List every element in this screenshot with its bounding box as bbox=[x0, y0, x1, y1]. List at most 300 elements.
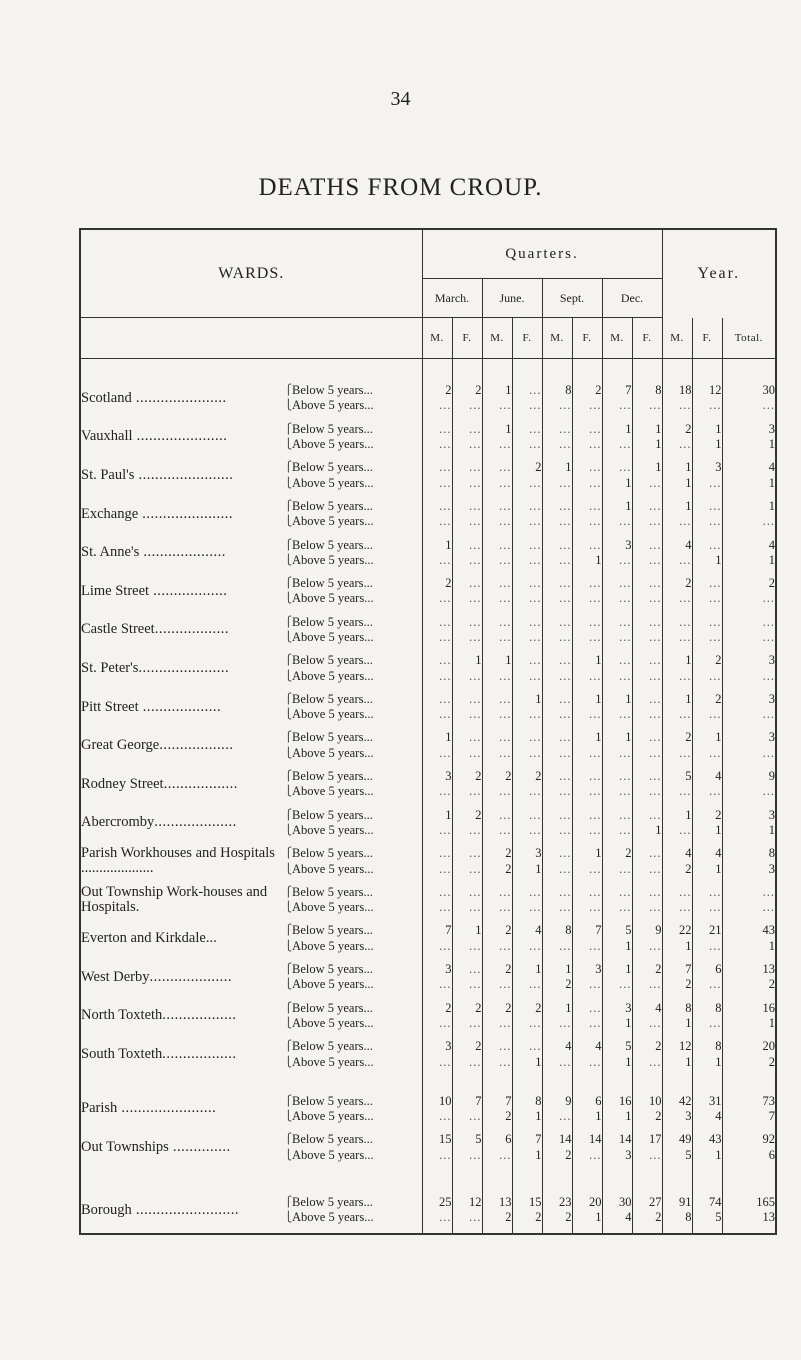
age-group-label: Above 5 years... bbox=[292, 861, 374, 876]
count-cell: 1 bbox=[692, 861, 722, 876]
age-group-label: Above 5 years... bbox=[292, 1147, 374, 1162]
count-cell: ... bbox=[452, 1148, 482, 1163]
ward-leader-dots: ....................... bbox=[134, 466, 234, 483]
ward-leader-dots: ...................... bbox=[138, 659, 230, 676]
spacer-row bbox=[80, 800, 776, 808]
ward-name-text: Pitt Street bbox=[81, 698, 139, 715]
spacer-row bbox=[80, 1163, 776, 1171]
count-cell: 1 bbox=[512, 1054, 542, 1069]
brace-glyph: ⎧ bbox=[284, 578, 292, 590]
count-cell: ... bbox=[512, 591, 542, 606]
ward-name-text: West Derby bbox=[81, 968, 150, 985]
count-cell: ... bbox=[512, 475, 542, 490]
count-cell: ... bbox=[452, 668, 482, 683]
brace-glyph: ⎩ bbox=[284, 477, 292, 489]
count-cell: 2 bbox=[662, 576, 692, 591]
ward-name bbox=[80, 1001, 280, 1032]
croup-deaths-table-container bbox=[79, 228, 776, 1235]
count-cell: ... bbox=[422, 784, 452, 799]
count-cell: ... bbox=[692, 977, 722, 992]
count-cell: ... bbox=[512, 630, 542, 645]
count-cell: 5 bbox=[602, 923, 632, 938]
count-cell: ... bbox=[452, 846, 482, 861]
count-cell: ... bbox=[482, 630, 512, 645]
brace-glyph: ⎧ bbox=[284, 1197, 292, 1209]
count-cell: ... bbox=[482, 730, 512, 745]
count-cell: ... bbox=[422, 398, 452, 413]
count-cell: 12 bbox=[692, 383, 722, 398]
brace-glyph: ⎩ bbox=[284, 1212, 292, 1224]
count-cell: ... bbox=[572, 630, 602, 645]
count-cell: 1 bbox=[662, 475, 692, 490]
count-cell: ... bbox=[422, 553, 452, 568]
count-cell: ... bbox=[422, 460, 452, 475]
count-cell: ... bbox=[542, 769, 572, 784]
count-cell: ... bbox=[632, 1054, 662, 1069]
year-m-header: M. bbox=[662, 318, 692, 359]
count-cell: ... bbox=[722, 630, 776, 645]
ward-name-text: Rodney Street bbox=[81, 775, 164, 792]
count-cell: ... bbox=[512, 668, 542, 683]
count-cell: ... bbox=[452, 707, 482, 722]
ward-leader-dots: ...................... bbox=[132, 428, 228, 445]
table-body bbox=[80, 359, 776, 1235]
count-cell: 3 bbox=[422, 769, 452, 784]
count-cell: 15 bbox=[422, 1132, 452, 1147]
count-cell: ... bbox=[632, 653, 662, 668]
age-group-label: Below 5 years... bbox=[292, 653, 373, 668]
count-cell: 7 bbox=[422, 923, 452, 938]
count-cell: ... bbox=[602, 460, 632, 475]
ward-name bbox=[80, 885, 280, 916]
count-cell: ... bbox=[632, 630, 662, 645]
march-header: March. bbox=[422, 279, 482, 318]
count-cell: ... bbox=[422, 514, 452, 529]
count-cell: 1 bbox=[602, 422, 632, 437]
count-cell: ... bbox=[602, 437, 632, 452]
spacer-row bbox=[80, 359, 776, 384]
count-cell: ... bbox=[632, 576, 662, 591]
age-group-label: Below 5 years... bbox=[292, 769, 373, 784]
count-cell: ... bbox=[482, 398, 512, 413]
count-cell: 2 bbox=[482, 1001, 512, 1016]
age-group-label: Below 5 years... bbox=[292, 460, 373, 475]
count-cell: ... bbox=[422, 846, 452, 861]
age-group-label: Above 5 years... bbox=[292, 398, 374, 413]
table-row bbox=[80, 460, 776, 475]
table-row bbox=[80, 1132, 776, 1147]
count-cell: ... bbox=[422, 861, 452, 876]
count-cell: 1 bbox=[572, 730, 602, 745]
age-group-label: Below 5 years... bbox=[292, 962, 373, 977]
table-row bbox=[80, 422, 776, 437]
count-cell: 16 bbox=[722, 1001, 776, 1016]
count-cell: ... bbox=[512, 939, 542, 954]
spacer-row bbox=[80, 645, 776, 653]
count-cell: ... bbox=[542, 730, 572, 745]
ward-leader-dots: .................. bbox=[149, 582, 228, 599]
age-group-label: Below 5 years... bbox=[292, 884, 373, 899]
count-cell: 1 bbox=[662, 653, 692, 668]
count-cell: ... bbox=[452, 591, 482, 606]
count-cell: 1 bbox=[482, 422, 512, 437]
count-cell: 1 bbox=[602, 1054, 632, 1069]
count-cell: 2 bbox=[482, 846, 512, 861]
count-cell: ... bbox=[632, 846, 662, 861]
count-cell: 7 bbox=[452, 1094, 482, 1109]
count-cell: 8 bbox=[512, 1094, 542, 1109]
count-cell: ... bbox=[602, 514, 632, 529]
count-cell: 1 bbox=[542, 460, 572, 475]
count-cell: ... bbox=[422, 1054, 452, 1069]
count-cell: 3 bbox=[602, 537, 632, 552]
count-cell: 2 bbox=[662, 977, 692, 992]
count-cell: ... bbox=[422, 499, 452, 514]
count-cell: 3 bbox=[602, 1148, 632, 1163]
count-cell: 4 bbox=[662, 537, 692, 552]
brace-glyph: ⎩ bbox=[284, 439, 292, 451]
count-cell: ... bbox=[542, 823, 572, 838]
count-cell: 1 bbox=[512, 861, 542, 876]
count-cell: 2 bbox=[722, 977, 776, 992]
count-cell: 1 bbox=[722, 475, 776, 490]
count-cell: ... bbox=[452, 553, 482, 568]
count-cell: ... bbox=[482, 784, 512, 799]
count-cell: 2 bbox=[482, 1210, 512, 1225]
age-group-label: Below 5 years... bbox=[292, 1195, 373, 1210]
count-cell: ... bbox=[692, 746, 722, 761]
count-cell: ... bbox=[452, 630, 482, 645]
ward-name-text: Scotland bbox=[81, 389, 132, 406]
age-group-label: Above 5 years... bbox=[292, 938, 374, 953]
count-cell: 4 bbox=[542, 1039, 572, 1054]
count-cell: ... bbox=[482, 1016, 512, 1031]
count-cell: ... bbox=[632, 861, 662, 876]
count-cell: ... bbox=[542, 514, 572, 529]
count-cell: ... bbox=[422, 885, 452, 900]
count-cell: 1 bbox=[692, 437, 722, 452]
count-cell: ... bbox=[602, 746, 632, 761]
count-cell: 1 bbox=[482, 383, 512, 398]
count-cell: 2 bbox=[422, 576, 452, 591]
count-cell: 2 bbox=[722, 576, 776, 591]
brace-glyph: ⎩ bbox=[284, 1149, 292, 1161]
count-cell: ... bbox=[512, 823, 542, 838]
count-cell: ... bbox=[422, 1210, 452, 1225]
ward-name bbox=[80, 962, 280, 993]
count-cell: 27 bbox=[632, 1195, 662, 1210]
count-cell: 2 bbox=[482, 923, 512, 938]
count-cell: ... bbox=[452, 784, 482, 799]
count-cell: 1 bbox=[602, 1016, 632, 1031]
count-cell: 4 bbox=[692, 846, 722, 861]
age-group-label: Above 5 years... bbox=[292, 977, 374, 992]
count-cell: ... bbox=[692, 885, 722, 900]
count-cell: 2 bbox=[512, 1001, 542, 1016]
count-cell: ... bbox=[482, 885, 512, 900]
croup-deaths-table bbox=[79, 228, 777, 1235]
ward-leader-dots: .................. bbox=[162, 1007, 237, 1024]
count-cell: 1 bbox=[692, 730, 722, 745]
count-cell: ... bbox=[632, 475, 662, 490]
count-cell: ... bbox=[422, 900, 452, 915]
count-cell: ... bbox=[692, 630, 722, 645]
count-cell: ... bbox=[602, 615, 632, 630]
table-row bbox=[80, 730, 776, 745]
count-cell: ... bbox=[542, 808, 572, 823]
year-f-header: F. bbox=[692, 318, 722, 359]
count-cell: ... bbox=[692, 475, 722, 490]
count-cell: 1 bbox=[602, 692, 632, 707]
count-cell: 1 bbox=[572, 653, 602, 668]
spacer-row bbox=[80, 993, 776, 1001]
count-cell: 6 bbox=[482, 1132, 512, 1147]
count-cell: 2 bbox=[632, 1210, 662, 1225]
count-cell: 10 bbox=[632, 1094, 662, 1109]
age-group-label: Above 5 years... bbox=[292, 514, 374, 529]
ward-name-text: Parish bbox=[81, 1100, 118, 1117]
spacer-row bbox=[80, 761, 776, 769]
brace-glyph: ⎧ bbox=[284, 1134, 292, 1146]
count-cell: ... bbox=[542, 861, 572, 876]
count-cell: 1 bbox=[422, 537, 452, 552]
count-cell: 1 bbox=[662, 1054, 692, 1069]
ward-name-text: South Toxteth bbox=[81, 1045, 163, 1062]
brace-glyph: ⎧ bbox=[284, 693, 292, 705]
count-cell: ... bbox=[632, 398, 662, 413]
count-cell: ... bbox=[482, 460, 512, 475]
count-cell: 9 bbox=[632, 923, 662, 938]
brace-glyph: ⎩ bbox=[284, 786, 292, 798]
count-cell: 2 bbox=[512, 769, 542, 784]
count-cell: 8 bbox=[632, 383, 662, 398]
count-cell: ... bbox=[542, 537, 572, 552]
count-cell: ... bbox=[542, 784, 572, 799]
age-group-label: Above 5 years... bbox=[292, 707, 374, 722]
count-cell: ... bbox=[542, 846, 572, 861]
count-cell: 5 bbox=[662, 1148, 692, 1163]
table-row bbox=[80, 846, 776, 861]
march-f-header: F. bbox=[452, 318, 482, 359]
count-cell: 6 bbox=[722, 1148, 776, 1163]
ward-name bbox=[80, 460, 280, 491]
count-cell: 8 bbox=[662, 1001, 692, 1016]
june-m-header: M. bbox=[482, 318, 512, 359]
age-group-label: Above 5 years... bbox=[292, 591, 374, 606]
count-cell: 20 bbox=[572, 1195, 602, 1210]
year-header: Year. bbox=[662, 229, 776, 318]
age-group-label: Above 5 years... bbox=[292, 1015, 374, 1030]
count-cell: ... bbox=[572, 1054, 602, 1069]
brace-glyph: ⎩ bbox=[284, 670, 292, 682]
ward-name bbox=[80, 769, 280, 800]
count-cell: 2 bbox=[512, 1210, 542, 1225]
count-cell: ... bbox=[542, 553, 572, 568]
brace-glyph: ⎩ bbox=[284, 979, 292, 991]
count-cell: 2 bbox=[692, 653, 722, 668]
count-cell: ... bbox=[452, 1210, 482, 1225]
ward-name bbox=[80, 730, 280, 761]
count-cell: ... bbox=[422, 707, 452, 722]
ward-name-text: Vauxhall bbox=[81, 428, 133, 445]
brace-glyph: ⎩ bbox=[284, 632, 292, 643]
brace-glyph: ⎩ bbox=[284, 554, 292, 566]
count-cell: ... bbox=[722, 514, 776, 529]
age-group-label: Above 5 years... bbox=[292, 630, 374, 644]
count-cell: ... bbox=[452, 692, 482, 707]
count-cell: ... bbox=[572, 576, 602, 591]
count-cell: 31 bbox=[692, 1094, 722, 1109]
table-row bbox=[80, 885, 776, 900]
ward-leader-dots: ...................... bbox=[138, 505, 234, 522]
ward-leader-dots: .................. bbox=[159, 737, 234, 754]
count-cell: ... bbox=[542, 437, 572, 452]
count-cell: ... bbox=[482, 939, 512, 954]
count-cell: ... bbox=[722, 784, 776, 799]
count-cell: ... bbox=[572, 885, 602, 900]
count-cell: 1 bbox=[602, 499, 632, 514]
count-cell: ... bbox=[512, 977, 542, 992]
brace-glyph: ⎧ bbox=[284, 848, 292, 860]
count-cell: 2 bbox=[632, 1109, 662, 1124]
count-cell: ... bbox=[482, 499, 512, 514]
spacer-row bbox=[80, 491, 776, 499]
count-cell: 1 bbox=[512, 1148, 542, 1163]
count-cell: ... bbox=[662, 885, 692, 900]
table-row bbox=[80, 769, 776, 784]
count-cell: ... bbox=[482, 537, 512, 552]
count-cell: ... bbox=[722, 900, 776, 915]
count-cell: ... bbox=[512, 576, 542, 591]
count-cell: ... bbox=[422, 1109, 452, 1124]
count-cell: ... bbox=[542, 692, 572, 707]
count-cell: 1 bbox=[602, 939, 632, 954]
count-cell: ... bbox=[572, 784, 602, 799]
ward-name bbox=[80, 499, 280, 530]
table-row bbox=[80, 1094, 776, 1109]
count-cell: 23 bbox=[542, 1195, 572, 1210]
count-cell: ... bbox=[572, 514, 602, 529]
count-cell: ... bbox=[422, 823, 452, 838]
count-cell: ... bbox=[602, 576, 632, 591]
count-cell: ... bbox=[632, 668, 662, 683]
count-cell: ... bbox=[542, 707, 572, 722]
ward-name bbox=[80, 576, 280, 607]
age-group-label: Above 5 years... bbox=[292, 437, 374, 452]
count-cell: 2 bbox=[692, 692, 722, 707]
count-cell: ... bbox=[572, 537, 602, 552]
brace-glyph: ⎧ bbox=[284, 1095, 292, 1107]
count-cell: ... bbox=[572, 615, 602, 630]
count-cell: 1 bbox=[602, 1109, 632, 1124]
spacer-row bbox=[80, 452, 776, 460]
count-cell: ... bbox=[662, 615, 692, 630]
count-cell: 3 bbox=[422, 962, 452, 977]
count-cell: 1 bbox=[722, 437, 776, 452]
count-cell: ... bbox=[632, 692, 662, 707]
ward-name-text: Everton and Kirkdale... bbox=[81, 930, 217, 947]
count-cell: 7 bbox=[602, 383, 632, 398]
count-cell: 7 bbox=[572, 923, 602, 938]
count-cell: 1 bbox=[692, 553, 722, 568]
age-group-label: Below 5 years... bbox=[292, 691, 373, 706]
count-cell: ... bbox=[692, 900, 722, 915]
count-cell: ... bbox=[422, 630, 452, 645]
count-cell: 1 bbox=[662, 808, 692, 823]
count-cell: ... bbox=[452, 885, 482, 900]
count-cell: 12 bbox=[452, 1195, 482, 1210]
count-cell: 4 bbox=[692, 1109, 722, 1124]
count-cell: ... bbox=[482, 692, 512, 707]
brace-glyph: ⎩ bbox=[284, 902, 292, 914]
age-group-label: Above 5 years... bbox=[292, 822, 374, 837]
ward-name bbox=[80, 923, 280, 954]
count-cell: ... bbox=[692, 576, 722, 591]
age-group-label: Below 5 years... bbox=[292, 614, 373, 629]
ward-leader-dots: .................... bbox=[149, 968, 232, 985]
count-cell: 92 bbox=[722, 1132, 776, 1147]
count-cell: ... bbox=[452, 1054, 482, 1069]
count-cell: ... bbox=[602, 823, 632, 838]
brace-glyph: ⎧ bbox=[284, 616, 292, 628]
count-cell: 42 bbox=[662, 1094, 692, 1109]
spacer-row bbox=[80, 684, 776, 692]
count-cell: 17 bbox=[632, 1132, 662, 1147]
count-cell: ... bbox=[542, 1054, 572, 1069]
ward-name-text: Exchange bbox=[81, 505, 139, 522]
count-cell: 7 bbox=[662, 962, 692, 977]
ward-name-text: Parish Workhouses and Hospitals .................... bbox=[81, 846, 275, 877]
count-cell: ... bbox=[452, 422, 482, 437]
count-cell: ... bbox=[542, 939, 572, 954]
count-cell: 12 bbox=[662, 1039, 692, 1054]
count-cell: ... bbox=[422, 1016, 452, 1031]
count-cell: ... bbox=[662, 514, 692, 529]
count-cell: ... bbox=[572, 808, 602, 823]
ward-name-text: Out Townships bbox=[81, 1139, 169, 1156]
dec-m-header: M. bbox=[602, 318, 632, 359]
count-cell: ... bbox=[692, 1016, 722, 1031]
brace-glyph: ⎩ bbox=[284, 1017, 292, 1029]
count-cell: ... bbox=[542, 746, 572, 761]
sept-m-header: M. bbox=[542, 318, 572, 359]
count-cell: 2 bbox=[572, 383, 602, 398]
count-cell: ... bbox=[512, 499, 542, 514]
count-cell: ... bbox=[482, 1148, 512, 1163]
count-cell: 91 bbox=[662, 1195, 692, 1210]
count-cell: ... bbox=[482, 900, 512, 915]
count-cell: ... bbox=[422, 437, 452, 452]
count-cell: 2 bbox=[482, 861, 512, 876]
brace-glyph: ⎧ bbox=[284, 1041, 292, 1053]
count-cell: ... bbox=[482, 668, 512, 683]
ward-name bbox=[80, 383, 280, 414]
count-cell: ... bbox=[422, 939, 452, 954]
ward-name-text: Borough bbox=[81, 1201, 132, 1218]
ward-name bbox=[80, 1039, 280, 1070]
count-cell: ... bbox=[632, 499, 662, 514]
count-cell: 5 bbox=[662, 769, 692, 784]
count-cell: 49 bbox=[662, 1132, 692, 1147]
count-cell: ... bbox=[662, 707, 692, 722]
ward-name-text: St. Anne's bbox=[81, 544, 140, 561]
count-cell: 1 bbox=[452, 923, 482, 938]
count-cell: 7 bbox=[512, 1132, 542, 1147]
count-cell: ... bbox=[482, 591, 512, 606]
count-cell: 2 bbox=[482, 769, 512, 784]
count-cell: ... bbox=[632, 707, 662, 722]
table-row bbox=[80, 1195, 776, 1210]
